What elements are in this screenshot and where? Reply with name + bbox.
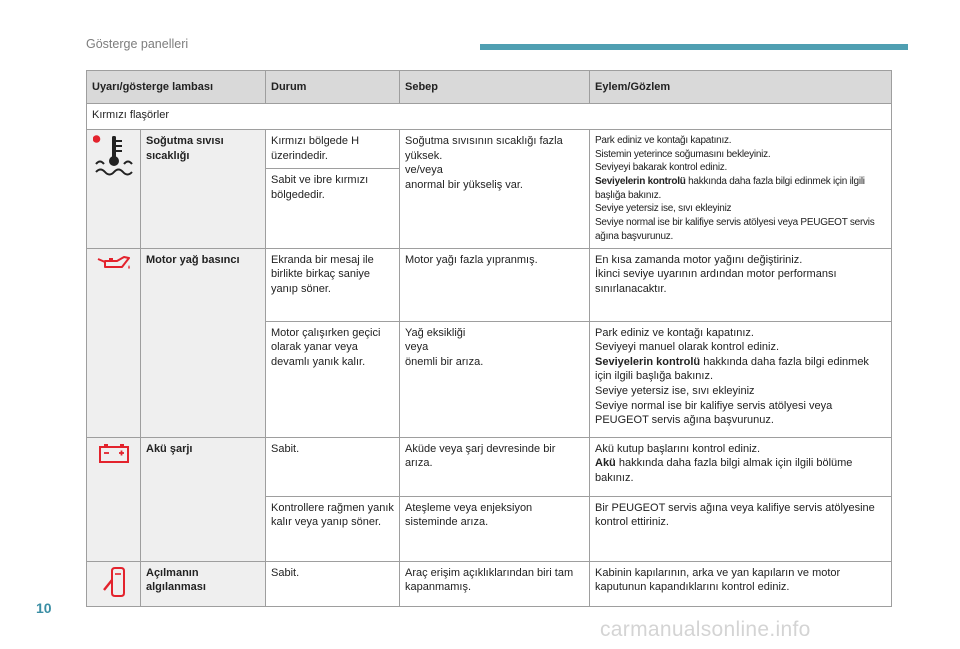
coolant-action-line: Seviye normal ise bir kalifiye servis atölyesi veya PEUGEOT servis ağına başvurunuz. — [595, 217, 875, 242]
oil-cause-line: Yağ eksikliği — [405, 326, 466, 339]
battery-action-1 — [590, 437, 892, 496]
oil-action-1 — [590, 248, 892, 321]
battery-action-text: hakkında daha fazla bilgi almak için ilgili bölüme bakınız. — [595, 457, 853, 484]
category-label: Kırmızı flaşörler — [87, 104, 892, 130]
oil-action-line: Park ediniz ve kontağı kapatınız. — [595, 326, 754, 339]
oil-pressure-icon — [96, 253, 132, 278]
coolant-action-line: Sistemin yeterince soğumasını bekleyiniz. — [595, 148, 771, 160]
header-accent-bar — [480, 44, 908, 50]
coolant-action-text: hakkında daha fazla bilgi edinmek için ilgili başlığa bakınız. — [595, 176, 865, 201]
coolant-cause-line: ve/veya — [405, 164, 443, 177]
battery-name: Akü şarjı — [141, 437, 266, 561]
coolant-state-2: Sabit ve ibre kırmızı bölgededir. — [266, 169, 400, 248]
battery-action-line — [595, 456, 886, 485]
col-header-state: Durum — [266, 71, 400, 104]
battery-cause-1: Aküde veya şarj devresinde bir arıza. — [400, 437, 590, 496]
page-number: 10 — [36, 600, 52, 616]
oil-cause-line: önemli bir arıza. — [405, 355, 484, 368]
coolant-name: Soğutma sıvısı sıcaklığı — [141, 130, 266, 249]
oil-cause-1: Motor yağı fazla yıpranmış. — [400, 248, 590, 321]
coolant-cause-line: Soğutma sıvısının sıcaklığı fazla yüksek. — [405, 135, 563, 162]
oil-action-line: En kısa zamanda motor yağını değiştiriniz. — [595, 253, 803, 266]
battery-icon-cell — [87, 437, 141, 561]
coolant-cause — [400, 130, 590, 249]
oil-icon-cell — [87, 248, 141, 437]
table-header-row — [87, 71, 892, 104]
coolant-cause-line: anormal bir yükseliş var. — [405, 178, 523, 191]
levels-check-ref: Seviyelerin kontrolü — [595, 355, 701, 368]
table-row — [87, 437, 892, 496]
battery-charge-icon — [98, 442, 130, 469]
door-cause: Araç erişim açıklıklarından biri tam kapanmamış. — [400, 561, 590, 607]
coolant-action-line: Park ediniz ve kontağı kapatınız. — [595, 135, 732, 146]
oil-cause-2 — [400, 321, 590, 437]
coolant-action-line: Seviyeyi bakarak kontrol ediniz. — [595, 162, 728, 174]
door-action: Kabinin kapılarının, arka ve yan kapıların ve motor kaputunun kapandıklarını kontrol ediniz. — [590, 561, 892, 607]
battery-cause-2: Ateşleme veya enjeksiyon sisteminde arıza. — [400, 496, 590, 561]
levels-check-ref: Seviyelerin kontrolü — [595, 176, 686, 188]
door-icon-cell — [87, 561, 141, 607]
coolant-temperature-icon — [93, 134, 135, 183]
oil-action-2 — [590, 321, 892, 437]
battery-state-1: Sabit. — [266, 437, 400, 496]
oil-action-line: Seviyeyi manuel olarak kontrol ediniz. — [595, 341, 780, 354]
oil-state-1: Ekranda bir mesaj ile birlikte birkaç saniye yanıp söner. — [266, 248, 400, 321]
table-row — [87, 130, 892, 169]
door-state: Sabit. — [266, 561, 400, 607]
coolant-icon-cell — [87, 130, 141, 249]
oil-name: Motor yağ basıncı — [141, 248, 266, 437]
category-row — [87, 104, 892, 130]
oil-action-text: hakkında daha fazla bilgi edinmek için ilgili başlığa bakınız. — [595, 355, 869, 383]
warning-lights-table — [86, 70, 892, 607]
col-header-cause: Sebep — [400, 71, 590, 104]
section-title: Gösterge panelleri — [86, 37, 189, 51]
oil-action-line: İkinci seviye uyarının ardından motor performansı sınırlanacaktır. — [595, 268, 837, 295]
coolant-action-line: Seviye yetersiz ise, sıvı ekleyiniz — [595, 203, 732, 215]
battery-action-line: Akü kutup başlarını kontrol ediniz. — [595, 442, 761, 455]
col-header-lamp: Uyarı/gösterge lambası — [87, 71, 266, 104]
coolant-action-line — [595, 175, 886, 202]
battery-state-2: Kontrollere rağmen yanık kalır veya yanıp söner. — [266, 496, 400, 561]
coolant-action — [590, 130, 892, 249]
col-header-action: Eylem/Gözlem — [590, 71, 892, 104]
oil-action-line: Seviye yetersiz ise, sıvı ekleyiniz — [595, 385, 755, 397]
coolant-state-1: Kırmızı bölgede H üzerindedir. — [266, 130, 400, 169]
door-name: Açılmanın algılanması — [141, 561, 266, 607]
door-open-icon — [101, 566, 127, 603]
oil-state-2: Motor çalışırken geçici olarak yanar veya devamlı yanık kalır. — [266, 321, 400, 437]
battery-action-2: Bir PEUGEOT servis ağına veya kalifiye servis atölyesine kontrol ettiriniz. — [590, 496, 892, 561]
battery-ref: Akü — [595, 457, 616, 470]
oil-action-line — [595, 355, 886, 384]
table-row — [87, 561, 892, 607]
watermark: carmanualsonline.info — [600, 618, 811, 641]
oil-action-line: Seviye normal ise bir kalifiye servis atölyesi veya PEUGEOT servis ağına başvurunuz. — [595, 399, 833, 427]
oil-cause-line: veya — [405, 341, 429, 354]
table-row — [87, 248, 892, 321]
